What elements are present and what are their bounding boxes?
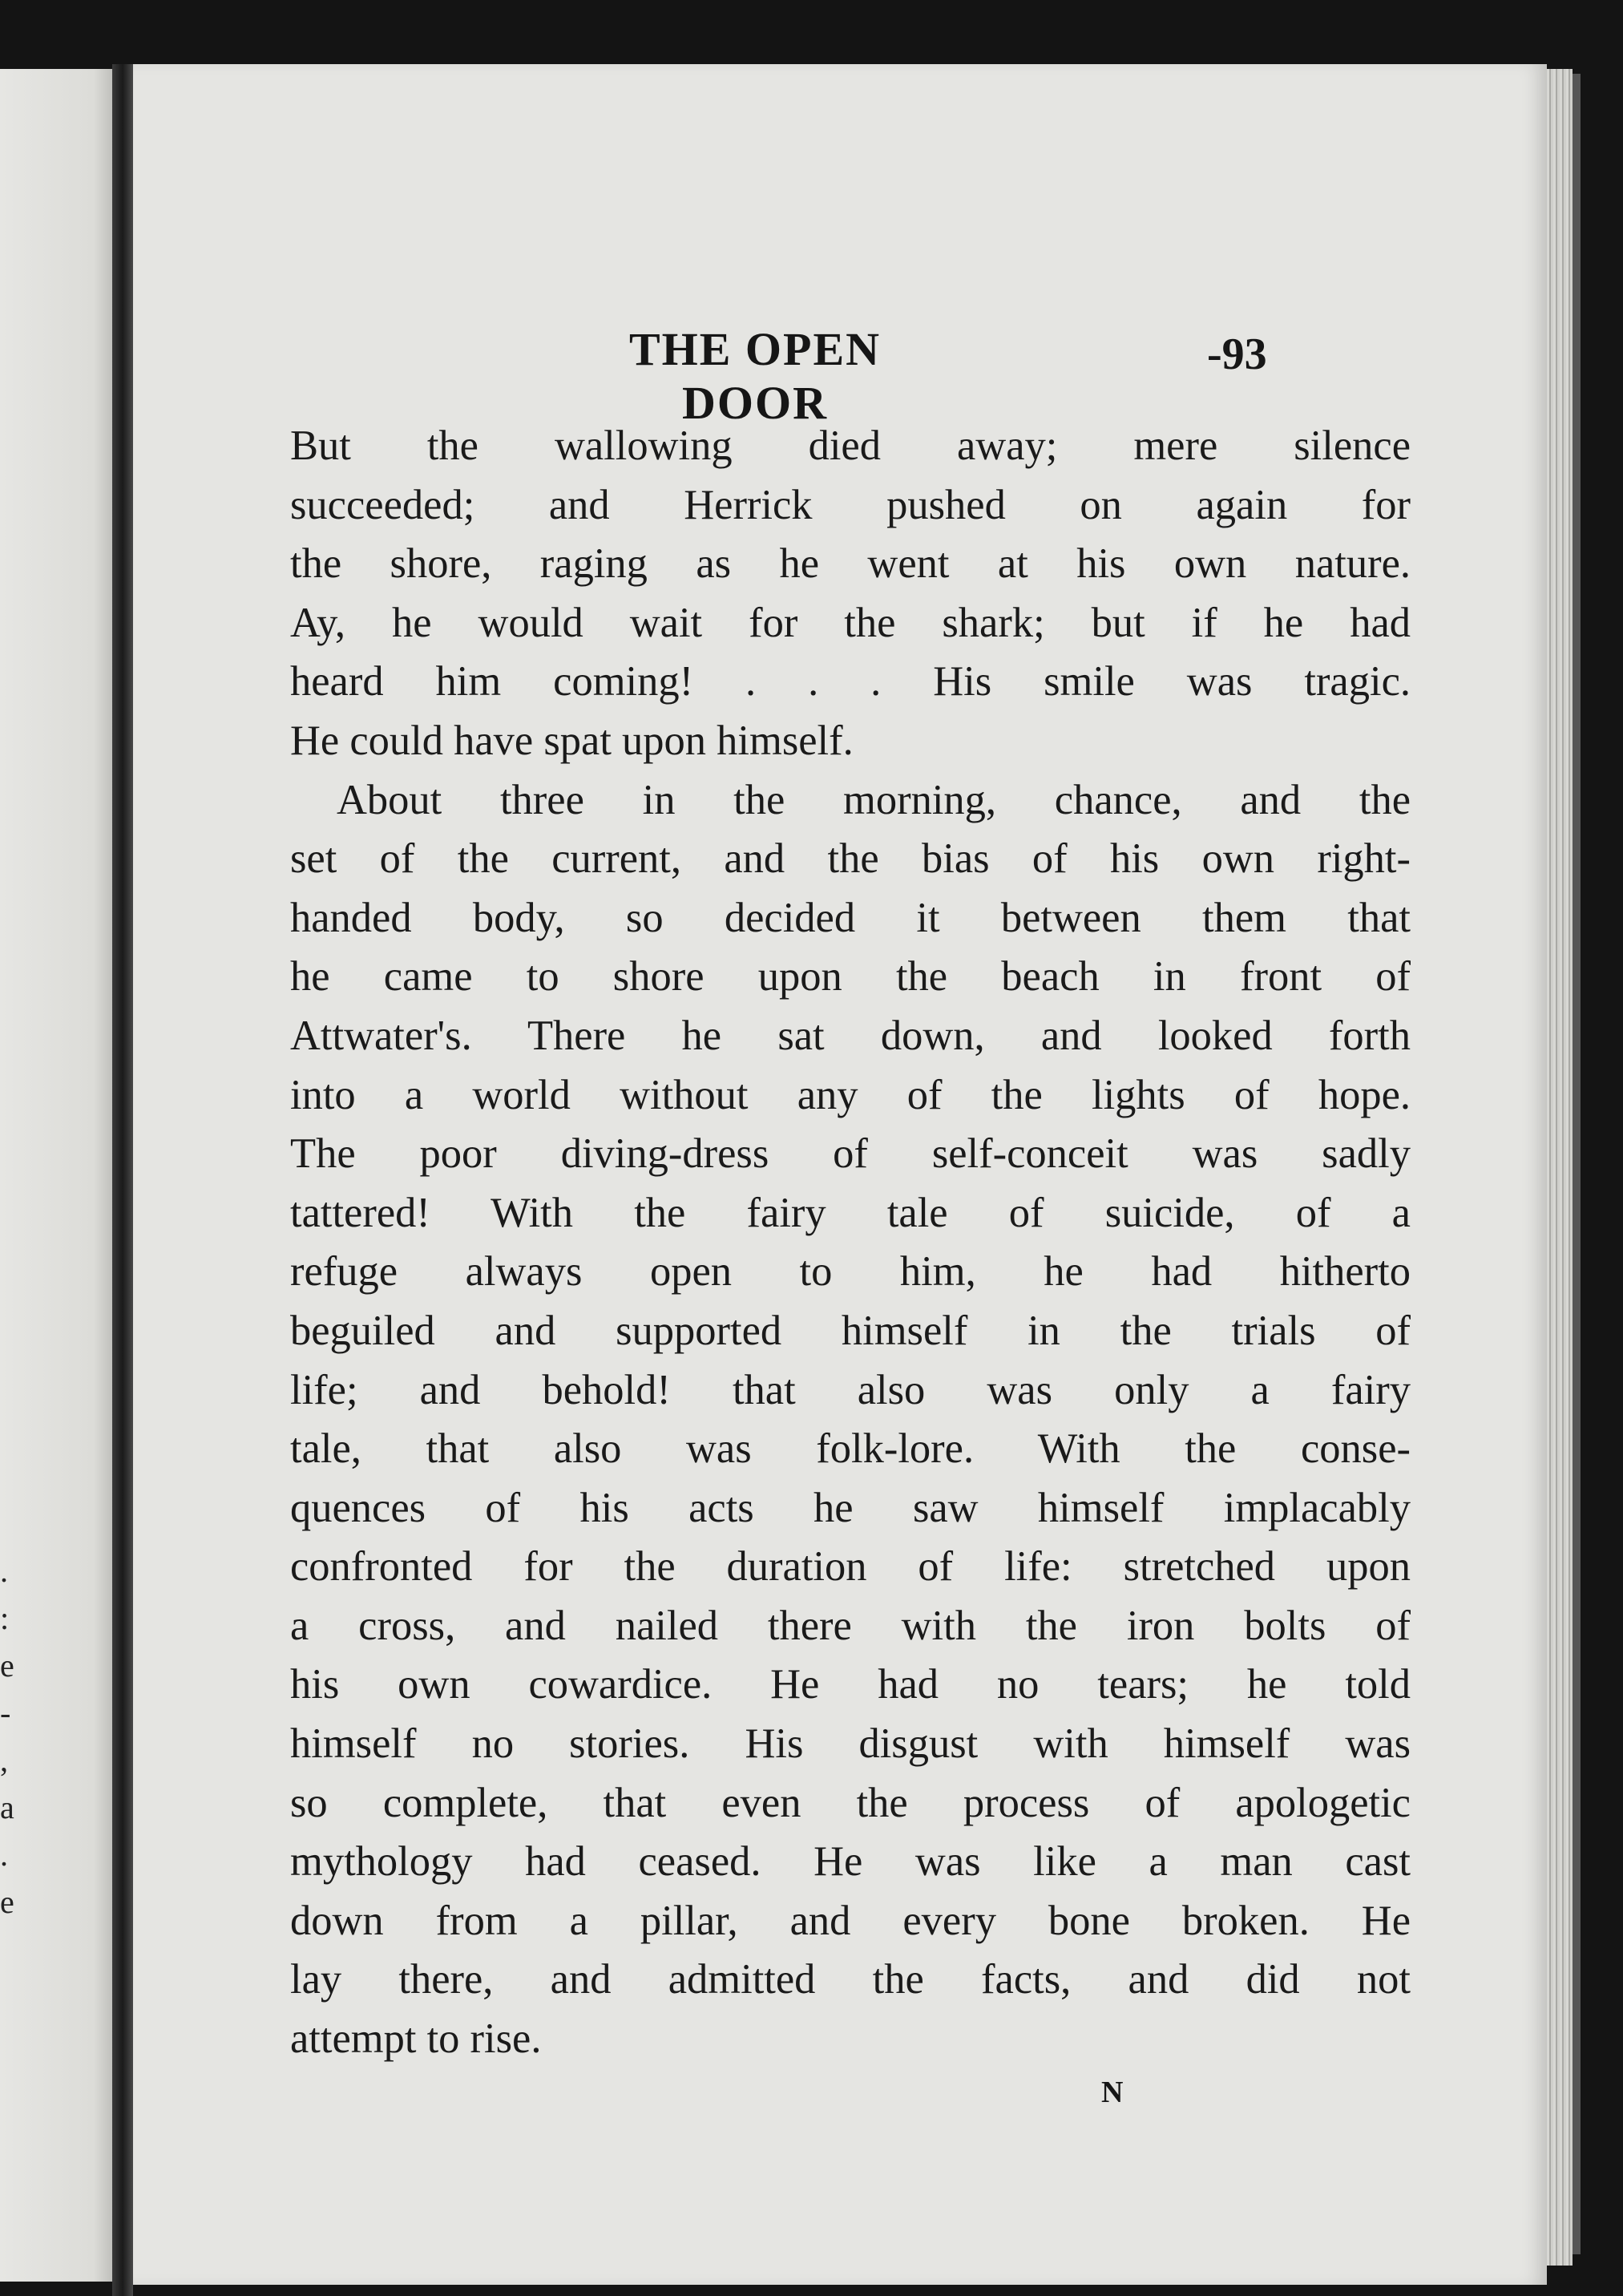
book-cover-edge <box>1573 74 1581 2254</box>
book-gutter <box>112 64 133 2296</box>
text-line: But the wallowing died away; mere silence <box>290 422 1411 469</box>
text-line: Ay, he would wait for the shark; but if he had <box>290 599 1411 646</box>
edge-mark: . <box>0 1837 8 1873</box>
page-header <box>133 322 1547 429</box>
text-line: About three in the morning, chance, and the <box>337 776 1411 823</box>
text-line: quences of his acts he saw himself implacably <box>290 1484 1411 1531</box>
edge-mark: e <box>0 1884 14 1920</box>
text-line: mythology had ceased. He was like a man cast <box>290 1838 1411 1886</box>
text-line: life; and behold! that also was only a fairy <box>290 1366 1411 1413</box>
running-title: THE OPEN DOOR <box>628 323 882 429</box>
text-line: so complete, that even the process of apologetic <box>290 1779 1411 1826</box>
text-line: he came to shore upon the beach in front of <box>290 953 1411 1000</box>
text-line: tattered! With the fairy tale of suicide, of a <box>290 1189 1411 1236</box>
signature-mark: N <box>1101 2076 1124 2109</box>
edge-mark: . <box>0 1553 8 1589</box>
text-line: Attwater's. There he sat down, and looked forth <box>290 1012 1411 1059</box>
text-line: beguiled and supported himself in the trials of <box>290 1307 1411 1354</box>
text-line: He could have spat upon himself. <box>290 717 854 764</box>
text-line: a cross, and nailed there with the iron bolts of <box>290 1602 1411 1649</box>
text-line: The poor diving-dress of self-conceit was sadly <box>290 1130 1411 1178</box>
edge-mark: e <box>0 1647 14 1684</box>
edge-mark: , <box>0 1742 8 1778</box>
text-line: confronted for the duration of life: stretched upon <box>290 1543 1411 1591</box>
text-line: his own cowardice. He had no tears; he told <box>290 1661 1411 1708</box>
page-number: -93 <box>1207 329 1267 379</box>
text-line: heard him coming! . . . His smile was tragic. <box>290 658 1411 705</box>
text-line: into a world without any of the lights of hope. <box>290 1071 1411 1118</box>
text-line: refuge always open to him, he had hitherto <box>290 1248 1411 1296</box>
text-line: the shore, raging as he went at his own nature. <box>290 540 1411 588</box>
edge-mark: : <box>0 1600 10 1636</box>
text-line: lay there, and admitted the facts, and did not <box>290 1956 1411 2003</box>
edge-mark: - <box>0 1695 11 1731</box>
text-line: handed body, so decided it between them that <box>290 894 1411 941</box>
text-line: himself no stories. His disgust with himself was <box>290 1720 1411 1768</box>
adjacent-page <box>0 69 117 2282</box>
edge-mark: a <box>0 1789 14 1825</box>
book-page <box>133 64 1547 2285</box>
page-stack-edge <box>1547 69 1573 2266</box>
adjacent-page-edge-text <box>0 1547 14 1926</box>
body-text <box>290 417 1411 2069</box>
text-line: down from a pillar, and every bone broken. He <box>290 1897 1411 1944</box>
text-line: succeeded; and Herrick pushed on again for <box>290 481 1411 528</box>
text-line: set of the current, and the bias of his own right- <box>290 835 1411 883</box>
text-line: attempt to rise. <box>290 2015 542 2063</box>
text-line: tale, that also was folk-lore. With the conse- <box>290 1425 1411 1473</box>
